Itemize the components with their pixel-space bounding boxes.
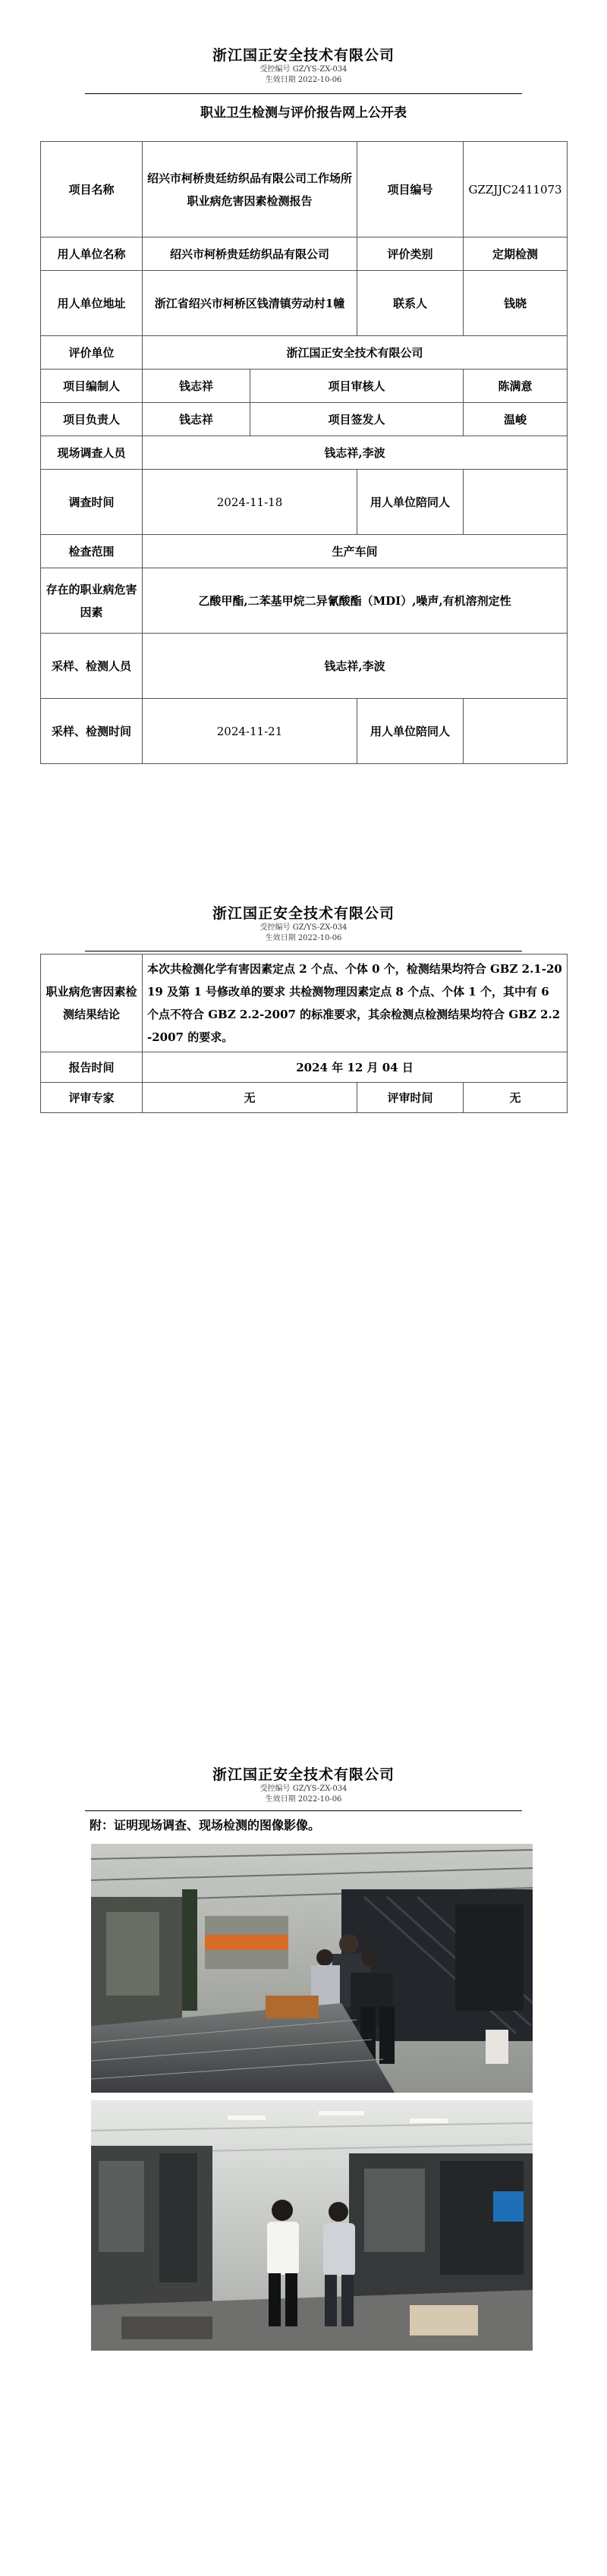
hazards-label: 存在的职业病危害因素 xyxy=(41,568,143,634)
table-row xyxy=(41,470,568,535)
table-row xyxy=(41,535,568,568)
compiler-label: 项目编制人 xyxy=(41,370,143,403)
table-row xyxy=(41,237,568,271)
control-number: 受控编号 GZ/YS-ZX-034 xyxy=(259,923,348,932)
effective-date: 生效日期 2022-10-06 xyxy=(265,1795,342,1804)
sampling-time-label: 采样、检测时间 xyxy=(41,699,143,764)
hazards: 乙酸甲酯,二苯基甲烷二异氰酸酯（MDI）,噪声,有机溶剂定性 xyxy=(143,568,568,634)
page-header xyxy=(0,1763,607,1805)
header-rule xyxy=(85,93,522,94)
experts: 无 xyxy=(143,1083,357,1113)
eval-unit: 浙江国正安全技术有限公司 xyxy=(143,336,568,370)
page-2 xyxy=(0,861,607,1241)
page-header xyxy=(0,902,607,944)
review-time-label: 评审时间 xyxy=(357,1083,464,1113)
header-rule xyxy=(85,1810,522,1811)
scope-label: 检查范围 xyxy=(41,535,143,568)
site-testing-photo xyxy=(91,2100,533,2351)
report-info-table xyxy=(40,141,568,764)
compiler: 钱志祥 xyxy=(143,370,250,403)
eval-type-label: 评价类别 xyxy=(357,237,464,271)
accompany-label: 用人单位陪同人 xyxy=(357,470,464,535)
control-number: 受控编号 GZ/YS-ZX-034 xyxy=(259,65,348,74)
project-no-label: 项目编号 xyxy=(357,142,464,237)
sampling-staff: 钱志祥,李波 xyxy=(143,634,568,699)
issuer: 温峻 xyxy=(464,403,568,436)
survey-staff-label: 现场调查人员 xyxy=(41,436,143,470)
employer-name: 绍兴市柯桥贵廷纺织品有限公司 xyxy=(143,237,357,271)
project-name-label: 项目名称 xyxy=(41,142,143,237)
site-survey-photo xyxy=(91,1844,533,2093)
reviewer: 陈满意 xyxy=(464,370,568,403)
report-time: 2024 年 12 月 04 日 xyxy=(143,1052,568,1083)
conclusion-table xyxy=(40,954,568,1113)
company-name: 浙江国正安全技术有限公司 xyxy=(212,1766,395,1783)
table-row xyxy=(41,403,568,436)
project-no: GZZJJC2411073 xyxy=(464,142,568,237)
table-row xyxy=(41,634,568,699)
project-name: 绍兴市柯桥贵廷纺织品有限公司工作场所职业病危害因素检测报告 xyxy=(143,142,357,237)
table-row xyxy=(41,370,568,403)
attachment-note: 附：证明现场调查、现场检测的图像影像。 xyxy=(90,1818,321,1832)
table-row xyxy=(41,436,568,470)
review-time: 无 xyxy=(464,1083,568,1113)
company-name: 浙江国正安全技术有限公司 xyxy=(212,905,395,922)
leader-label: 项目负责人 xyxy=(41,403,143,436)
table-row xyxy=(41,142,568,237)
experts-label: 评审专家 xyxy=(41,1083,143,1113)
table-row xyxy=(41,1083,568,1113)
eval-type: 定期检测 xyxy=(464,237,568,271)
conclusion-text: 本次共检测化学有害因素定点 2 个点、个体 0 个，检测结果均符合 GBZ 2.1-2019 及第 1 号修改单的要求 共检测物理因素定点 8 个点、个体 1 个，其中有 6 个点不符合 GBZ 2.2-2007 的标准要求，其余检测点检测结果均符合 GBZ 2.2-2007 的要求。 xyxy=(143,955,568,1052)
survey-staff: 钱志祥,李波 xyxy=(143,436,568,470)
eval-unit-label: 评价单位 xyxy=(41,336,143,370)
sampling-time: 2024-11-21 xyxy=(143,699,357,764)
contact-label: 联系人 xyxy=(357,271,464,336)
table-row xyxy=(41,699,568,764)
page-title: 职业卫生检测与评价报告网上公开表 xyxy=(200,105,407,121)
scope: 生产车间 xyxy=(143,535,568,568)
leader: 钱志祥 xyxy=(143,403,250,436)
survey-time: 2024-11-18 xyxy=(143,470,357,535)
employer-address: 浙江省绍兴市柯桥区钱清镇劳动村1幢 xyxy=(143,271,357,336)
control-number: 受控编号 GZ/YS-ZX-034 xyxy=(259,1785,348,1793)
accompany-label: 用人单位陪同人 xyxy=(357,699,464,764)
conclusion-label: 职业病危害因素检测结果结论 xyxy=(41,955,143,1052)
table-row xyxy=(41,568,568,634)
address-label: 用人单位地址 xyxy=(41,271,143,336)
company-name: 浙江国正安全技术有限公司 xyxy=(212,47,395,64)
accompany-value xyxy=(464,470,568,535)
employer-label: 用人单位名称 xyxy=(41,237,143,271)
table-row xyxy=(41,336,568,370)
table-row xyxy=(41,271,568,336)
page-3 xyxy=(0,1722,607,2572)
table-row xyxy=(41,1052,568,1083)
table-row xyxy=(41,955,568,1052)
contact-person: 钱晓 xyxy=(464,271,568,336)
effective-date: 生效日期 2022-10-06 xyxy=(265,76,342,84)
accompany-value xyxy=(464,699,568,764)
reviewer-label: 项目审核人 xyxy=(250,370,464,403)
report-time-label: 报告时间 xyxy=(41,1052,143,1083)
issuer-label: 项目签发人 xyxy=(250,403,464,436)
survey-time-label: 调查时间 xyxy=(41,470,143,535)
sampling-staff-label: 采样、检测人员 xyxy=(41,634,143,699)
effective-date: 生效日期 2022-10-06 xyxy=(265,934,342,942)
page-header xyxy=(0,44,607,86)
